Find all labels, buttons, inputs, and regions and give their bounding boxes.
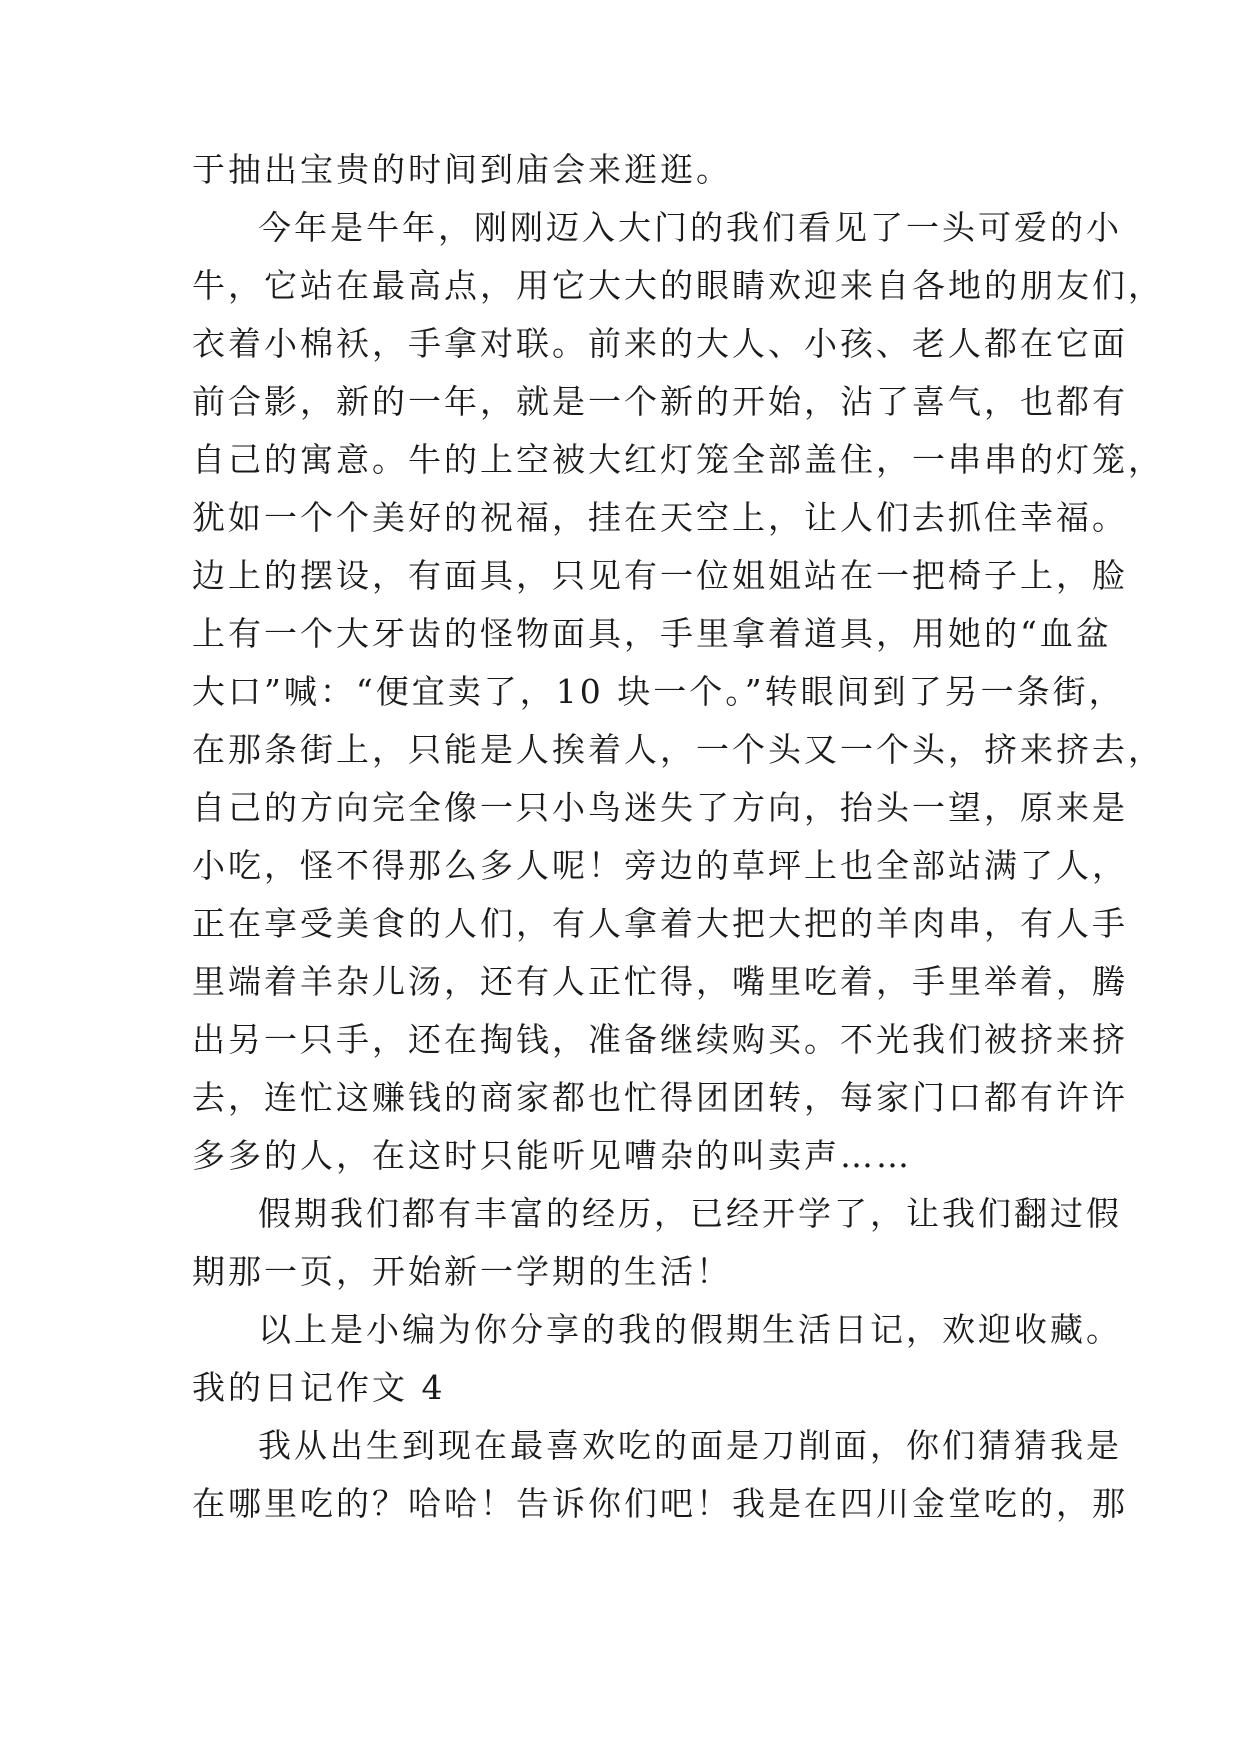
- text-line: 于抽出宝贵的时间到庙会来逛逛。: [192, 150, 732, 189]
- paragraph-first-line: 假期我们都有丰富的经历，已经开学了，让我们翻过假: [258, 1194, 1122, 1233]
- text-line: 里端着羊杂儿汤，还有人正忙得，嘴里吃着，手里举着，腾: [192, 962, 1128, 1001]
- text-line: 犹如一个个美好的祝福，挂在天空上，让人们去抓住幸福。: [192, 498, 1128, 537]
- text-line: 边上的摆设，有面具，只见有一位姐姐站在一把椅子上，脸: [192, 556, 1128, 595]
- text-line: 牛，它站在最高点，用它大大的眼睛欢迎来自各地的朋友们，: [192, 266, 1164, 305]
- paragraph-first-line: 以上是小编为你分享的我的假期生活日记，欢迎收藏。: [258, 1310, 1122, 1349]
- text-line: 在哪里吃的？哈哈！告诉你们吧！我是在四川金堂吃的，那: [192, 1484, 1128, 1523]
- text-line: 衣着小棉袄，手拿对联。前来的大人、小孩、老人都在它面: [192, 324, 1128, 363]
- paragraph-first-line: 我从出生到现在最喜欢吃的面是刀削面，你们猜猜我是: [258, 1426, 1122, 1465]
- paragraph-first-line: 今年是牛年，刚刚迈入大门的我们看见了一头可爱的小: [258, 208, 1122, 247]
- text-line: 自己的寓意。牛的上空被大红灯笼全部盖住，一串串的灯笼，: [192, 440, 1164, 479]
- section-heading: 我的日记作文 4: [192, 1368, 446, 1407]
- text-line: 期那一页，开始新一学期的生活！: [192, 1252, 732, 1291]
- text-line: 自己的方向完全像一只小鸟迷失了方向，抬头一望，原来是: [192, 788, 1128, 827]
- text-line: 大口”喊：“便宜卖了，10 块一个。”转眼间到了另一条街，: [192, 672, 1125, 711]
- text-line: 前合影，新的一年，就是一个新的开始，沾了喜气，也都有: [192, 382, 1128, 421]
- text-line: 小吃，怪不得那么多人呢！旁边的草坪上也全部站满了人，: [192, 846, 1128, 885]
- text-line: 在那条街上，只能是人挨着人，一个头又一个头，挤来挤去，: [192, 730, 1164, 769]
- text-line: 去，连忙这赚钱的商家都也忙得团团转，每家门口都有许许: [192, 1078, 1128, 1117]
- text-line: 多多的人，在这时只能听见嘈杂的叫卖声……: [192, 1136, 912, 1175]
- text-line: 出另一只手，还在掏钱，准备继续购买。不光我们被挤来挤: [192, 1020, 1128, 1059]
- text-line: 上有一个大牙齿的怪物面具，手里拿着道具，用她的“血盆: [192, 614, 1112, 653]
- text-line: 正在享受美食的人们，有人拿着大把大把的羊肉串，有人手: [192, 904, 1128, 943]
